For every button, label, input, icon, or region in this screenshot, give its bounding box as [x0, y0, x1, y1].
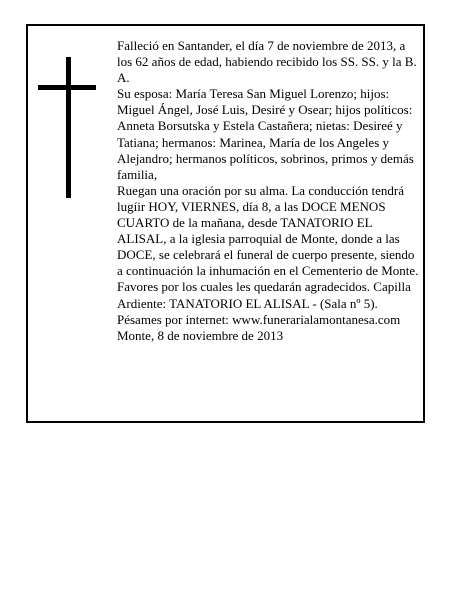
family-list: Su esposa: María Teresa San Miguel Lorenzo; hijos: Miguel Ángel, José Luis, Desiré y Osear; hijos políticos: Anneta Borsutska y Estela Castañera; nietas: Desireé y Tatiana; hermanos: Marinea, María de los Angeles y Alejandro; hermanos políticos, sobrinos, primos y demás familia, [117, 86, 414, 182]
place-and-date: Monte, 8 de noviembre de 2013 [117, 327, 284, 343]
notice-text [117, 38, 419, 344]
funeral-details: Ruegan una oración por su alma. La conducción tendrá lugíir HOY, VIERNES, día 8, a las DOCE MENOS CUARTO de la mañana, desde TANATORIO EL ALISAL, a la iglesia parroquial de Monte, donde a las DOCE, se celebrará el funeral de cuerpo presente, siendo a continuación la inhumación en el Cementerio de Monte. Favores por los cuales les quedarán agradecidos. Capilla Ardiente: TANATORIO EL ALISAL - (Sala nº 5). [117, 182, 419, 311]
obituary-notice [26, 24, 425, 423]
cross-vertical-bar [66, 57, 71, 198]
cross-horizontal-bar [38, 85, 96, 90]
death-announcement: Falleció en Santander, el día 7 de noviembre de 2013, a los 62 años de edad, habiendo recibido los SS. SS. y la B. A. [117, 38, 417, 86]
condolences-website: Pésames por internet: www.funerarialamontanesa.com [117, 311, 401, 327]
